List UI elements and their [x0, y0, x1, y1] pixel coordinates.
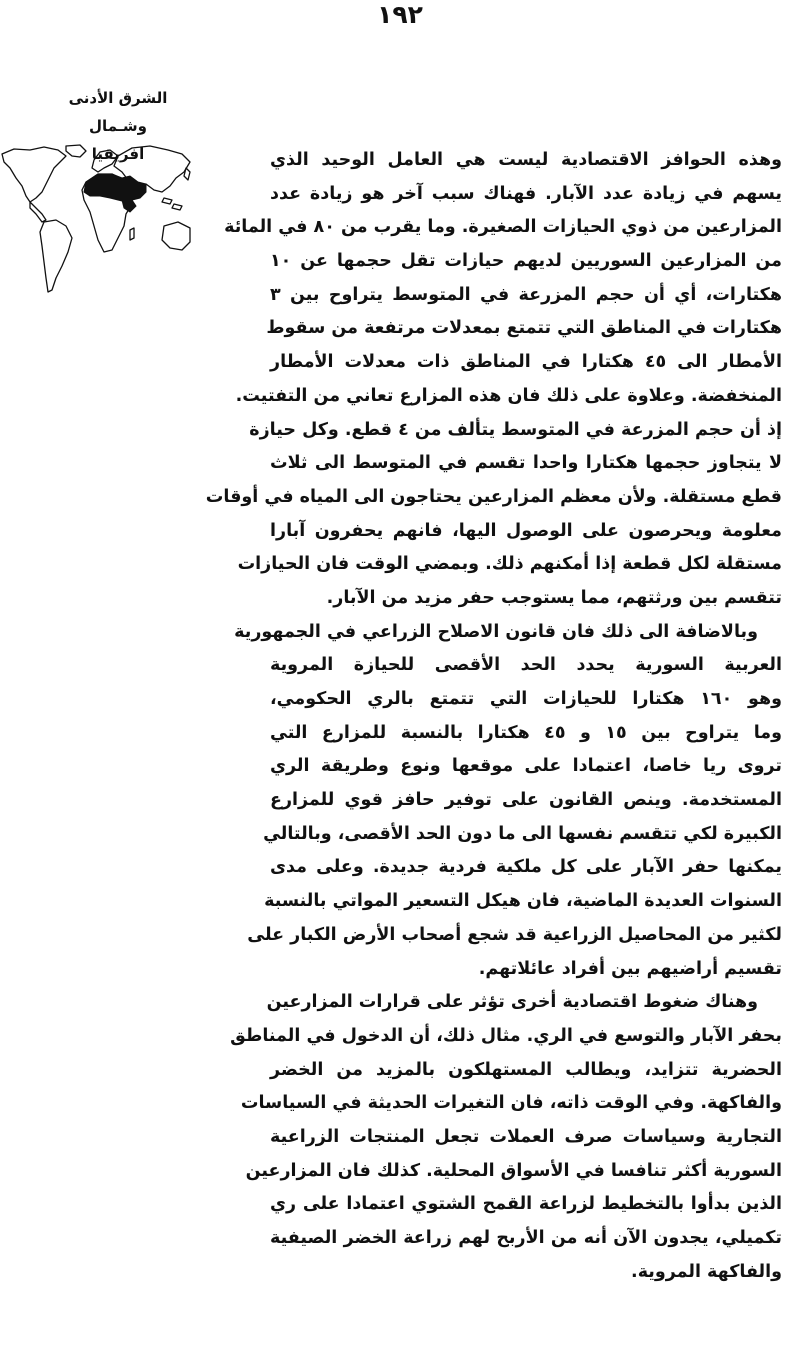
text-line: يسهم في زيادة عدد الآبار. فهناك سبب آخر هو زيادة عدد [270, 183, 782, 204]
text-line: الحضرية تتزايد، ويطالب المستهلكون بالمزيد من الخضر [270, 1059, 782, 1080]
text-line: المنخفضة. وعلاوة على ذلك فان هذه المزارع تعاني من التفتيت. [235, 385, 782, 406]
text-line: إذ أن حجم المزرعة في المتوسط يتألف من ٤ قطع. وكل حيازة [249, 419, 782, 440]
text-line: الذين بدأوا بالتخطيط لزراعة القمح الشتوي اعتمادا على ري [270, 1194, 782, 1215]
text-line: السورية أكثر تنافسا في الأسواق المحلية. كذلك فان المزارعين [245, 1160, 782, 1181]
text-line: وهذه الحوافز الاقتصادية ليست هي العامل الوحيد الذي [270, 150, 782, 170]
text-line: تقسيم أراضيهم بين أفراد عائلاتهم. [478, 958, 782, 979]
text-line: المستخدمة. وينص القانون على توفير حافز قوي للمزارع [270, 790, 782, 811]
text-line: المزارعين من ذوي الحيازات الصغيرة. وما يقرب من ٨٠ في المائة [224, 217, 782, 238]
text-line: وهو ١٦٠ هكتارا للحيازات التي تتمتع بالري الحكومي، [270, 689, 782, 709]
text-line: لا يتجاوز حجمها هكتارا واحدا تقسم في المتوسط الى ثلاث [270, 453, 782, 474]
text-line: تروى ريا خاصا، اعتمادا على موقعها ونوع وطريقة الري [270, 756, 782, 777]
text-line: والفاكهة. وفي الوقت ذاته، فان التغيرات الحديثة في السياسات [240, 1093, 782, 1114]
text-line: التجارية وسياسات صرف العملات تجعل المنتجات الزراعية [270, 1126, 782, 1147]
text-line: الأمطار الى ٤٥ هكتارا في المناطق ذات معدلات الأمطار [270, 352, 782, 373]
text-line: الكبيرة لكي تتقسم نفسها الى ما دون الحد الأقصى، وبالتالي [263, 823, 782, 844]
body-text [205, 144, 782, 1289]
text-line: وهناك ضغوط اقتصادية أخرى تؤثر على قرارات المزارعين [266, 992, 758, 1013]
text-line: مستقلة لكل قطعة إذا أمكنهم ذلك. وبمضي الوقت فان الحيازات [237, 554, 782, 575]
margin-caption-line-1: الشرق الأدنى وشـمال [68, 89, 168, 135]
text-line: يمكنها حفر الآبار على كل ملكية فردية جديدة. وعلى مدى [270, 857, 782, 878]
text-line: وبالاضافة الى ذلك فان قانون الاصلاح الزراعي في الجمهورية [234, 621, 758, 642]
text-line: لكثير من المحاصيل الزراعية قد شجع أصحاب الأرض الكبار على [247, 924, 782, 945]
margin-caption-line-2: افريقيا [91, 145, 145, 163]
text-line: تتقسم بين ورثتهم، مما يستوجب حفر مزيد من الآبار. [326, 587, 782, 608]
text-line: قطع مستقلة. ولأن معظم المزارعين يحتاجون الى المياه في أوقات [205, 486, 782, 507]
page-number: ١٩٢ [377, 0, 423, 29]
text-line: من المزارعين السوريين لديهم حيازات تقل حجمها عن ١٠ [270, 251, 782, 272]
world-map-icon [0, 142, 192, 298]
text-line: السنوات العديدة الماضية، فان هيكل التسعير المواتي بالنسبة [264, 891, 782, 912]
text-line: هكتارات، أي أن حجم المزرعة في المتوسط يتراوح بين ٣ [270, 284, 782, 305]
text-line: بحفر الآبار والتوسع في الري. مثال ذلك، أن الدخول في المناطق [230, 1025, 782, 1046]
text-line: والفاكهة المروية. [631, 1261, 782, 1282]
text-line: تكميلي، يجدون الآن أنه من الأربح لهم زراعة الخضر الصيفية [270, 1228, 782, 1248]
text-line: وما يتراوح بين ١٥ و ٤٥ هكتارا بالنسبة للمزارع التي [270, 722, 782, 743]
text-line: العربية السورية يحدد الحد الأقصى للحيازة المروية [270, 655, 782, 676]
text-line: معلومة ويحرصون على الوصول اليها، فانهم يحفرون آبارا [270, 520, 782, 541]
text-line: هكتارات في المناطق التي تتمتع بمعدلات مرتفعة من سقوط [266, 318, 782, 339]
